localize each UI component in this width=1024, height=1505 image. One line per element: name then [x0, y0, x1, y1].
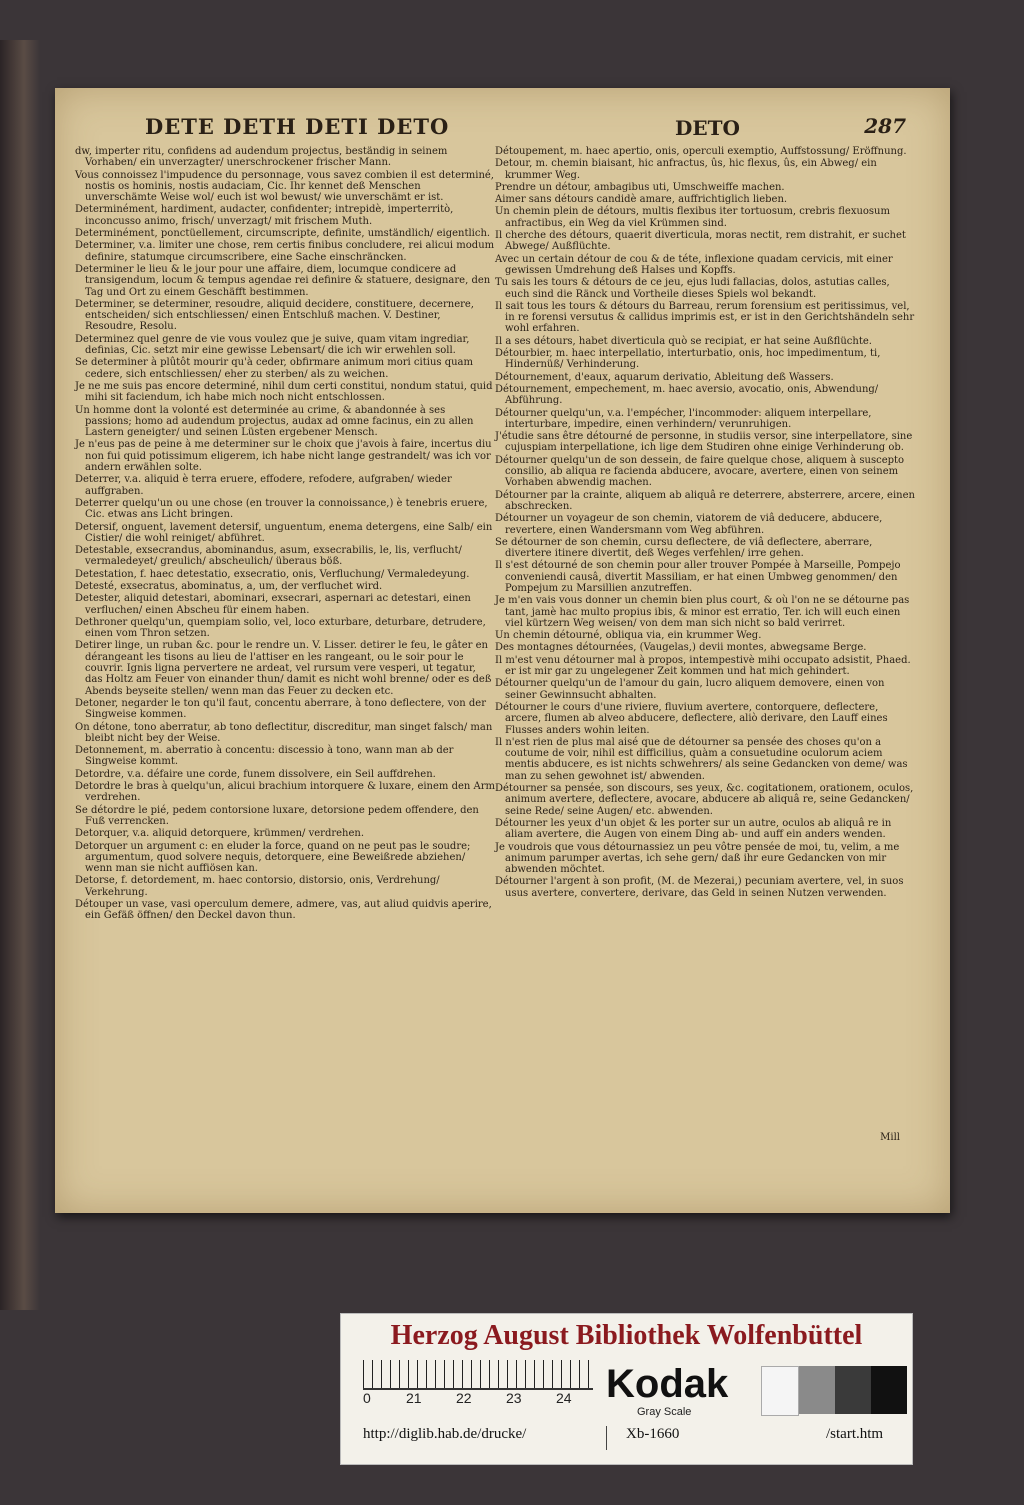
dictionary-entry: Determiner, se determiner, resoudre, aliquid decidere, constituere, decernere, entscheiden/ sich entschliessen/ einen Entschluß machen. V. Destiner, Resoudre, Resolu. — [75, 298, 474, 333]
dictionary-entry: Se détourner de son chemin, cursu deflectere, de viâ deflectere, aberrare, divertere itinere divertit, deß Weges verfehlen/ irre gehen. — [495, 536, 873, 560]
gray-scale-label: Gray Scale — [637, 1406, 692, 1418]
dictionary-entry: Il m'est venu détourner mal à propos, intempestivè mihi occupato adsistit, Phaed. er ist mir gar zu ungelegener Zeit kommen und hat mich gehindert. — [495, 654, 911, 678]
ruler-label: 21 — [406, 1390, 422, 1406]
dictionary-entry: Détourner quelqu'un, v.a. l'empécher, l'incommoder: aliquem interpellare, interturbare, impedire, einen verhindern/ verunruhigen. — [495, 407, 872, 430]
dictionary-entry: Detester, aliquid detestari, abominari, exsecrari, aspernari ac detestari, einen verfluchen/ einen Abscheu für einem haben. — [75, 593, 471, 616]
dictionary-entry: Un homme dont la volonté est determinée au crime, & abandonnée à ses passions; homo ad audendum projectus, audax ad omne facinus, ein zu allen Lastern geneigter/ und seinen Lüsten ergebener Mensch. — [75, 404, 474, 439]
dictionary-entry: Détourbier, m. haec interpellatio, interturbatio, onis, hoc impedimentum, ti, Hindernüß/ Verhinderung. — [495, 348, 881, 371]
shelfmark: Xb-1660 — [626, 1426, 680, 1442]
book-page — [55, 88, 950, 1213]
dictionary-entry: Determiner, v.a. limiter une chose, rem certis finibus concludere, rei alicui modum definire, statumque circumscribere, eine Sache einschräncken. — [75, 240, 495, 263]
dictionary-entry: Détoupement, m. haec apertio, onis, operculi exemptio, Auffstossung/ Eröffnung. — [495, 146, 907, 157]
dictionary-entry: Deterrer quelqu'un ou une chose (en trouver la connoissance,) è tenebris eruere, Cic. etwas ans Licht bringen. — [75, 497, 488, 521]
book-binding-edge — [0, 40, 40, 1310]
target-card — [340, 1313, 913, 1465]
dictionary-entry: Détournement, d'eaux, aquarum derivatio, Ableitung deß Wassers. — [495, 371, 834, 383]
dictionary-entry: Detesté, exsecratus, abominatus, a, um, der verfluchet wird. — [75, 580, 383, 592]
start-page: /start.htm — [826, 1426, 884, 1442]
catchword: Mill — [880, 1132, 900, 1143]
dictionary-entry: Detoner, negarder le ton qu'il faut, concentu aberrare, à tono deflectere, von der Singweise kommen. — [75, 697, 486, 721]
dictionary-entry: Determinément, hardiment, audacter, confidenter; intrepidè, imperterritò, inconcusso animo, frisch/ unverzagt/ mit frischem Muth. — [75, 204, 454, 227]
dictionary-entry: Détourner quelqu'un de son dessein, de faire quelque chose, aliquem à suscepto consilio, ab aliqua re facienda abducere, avocare, avertere, einen von seinem Vorhaben abwendig machen. — [495, 454, 905, 489]
kodak-logo: Kodak — [606, 1362, 729, 1406]
ruler-label: 0 — [363, 1390, 371, 1406]
dictionary-entry: Detordre, v.a. défaire une corde, funem dissolvere, ein Seil auffdrehen. — [75, 768, 436, 780]
dictionary-entry: On détone, tono aberratur, ab tono deflectitur, discreditur, man singet falsch/ man bleibt nicht bey der Weise. — [75, 721, 493, 744]
dictionary-entry: Détouper un vase, vasi operculum demere, admere, vas, aut aliud quidvis aperire, ein Gefäß öffnen/ den Deckel davon thun. — [75, 899, 492, 922]
ruler-label: 22 — [456, 1390, 472, 1406]
dictionary-entry: J'étudie sans être détourné de personne, in studiis versor, sine interpellatore, sine cujuspiam interpellatione, ich lige dem Studiren ohne einige Verhinderung ob. — [495, 431, 913, 454]
gray-patch-dark — [835, 1366, 871, 1414]
dictionary-entry: Détourner sa pensée, son discours, ses yeux, &c. cogitationem, orationem, oculos, animum avertere, deflectere, avocare, abducere ab aliquâ re, seine Gedancken/ seine Rede/ seine Augen/ etc. abwenden. — [495, 783, 914, 817]
dictionary-entry: Se détordre le pié, pedem contorsione luxare, detorsione pedem offendere, den Fuß verrencken. — [75, 804, 479, 827]
gray-patch-mid — [799, 1366, 835, 1414]
dictionary-entry: Il sait tous les tours & détours du Barreau, rerum forensium est peritissimus, vel, in re forensi versutus & callidus imprimis est, er ist in den Gerichtshändeln sehr wohl erfahren. — [495, 300, 915, 335]
dictionary-entry: Determiner le lieu & le jour pour une affaire, diem, locumque condicere ad transigendum, locum & tempus agendae rei definire & statuere, designare, den Tag und Ort zu einem Geschäfft bestimmen. — [75, 263, 491, 298]
dictionary-entry: Détournement, empechement, m. haec aversio, avocatio, onis, Abwendung/ Abführung. — [495, 383, 879, 407]
footer-divider — [606, 1426, 607, 1450]
header-left-guidewords: DETE DETH DETI DETO — [145, 114, 450, 139]
dictionary-entry: Il s'est détourné de son chemin pour aller trouver Pompée à Marseille, Pompejo conveniendi causâ, divertit Massiliam, er hat einen Umbweg genommen/ den Pompejum zu Marsillien anzutreffen. — [495, 560, 901, 594]
gray-patch-black — [871, 1366, 907, 1414]
dictionary-entry: Detestation, f. haec detestatio, exsecratio, onis, Verfluchung/ Vermaledeyung. — [75, 568, 470, 580]
dictionary-entry: Detonnement, m. aberratio à concentu: discessio à tono, wann man ab der Singweise kommt. — [75, 745, 454, 768]
dictionary-entry: Prendre un détour, ambagibus uti, Umschweiffe machen. — [495, 181, 785, 193]
header-right-guideword: DETO — [675, 116, 740, 140]
gray-patch-white — [761, 1366, 799, 1416]
dictionary-entry: Vous connoissez l'impudence du personnage, vous savez combien il est determiné, nostis os hominis, nostis audaciam, Cic. Ihr kennet deß Menschen unverschämte Weise wol/ euch ist wol bewust/ wie unverschämt er ist. — [75, 169, 494, 204]
dictionary-entry: Detorquer, v.a. aliquid detorquere, krümmen/ verdrehen. — [75, 828, 365, 840]
dictionary-entry: Il cherche des détours, quaerit diverticula, moras nectit, rem distrahit, er suchet Abwege/ Außflüchte. — [495, 230, 906, 253]
dictionary-entry: Aimer sans détours candidè amare, auffrichtiglich lieben. — [495, 194, 788, 206]
dictionary-entry: Un chemin plein de détours, multis flexibus iter tortuosum, crebris flexuosum anfractibus, ein Weg da viel Krümmen sind. — [495, 206, 890, 229]
dictionary-entry: Determinez quel genre de vie vous voulez que je suive, quam vitam ingrediar, definias, Cic. setzt mir eine gewisse Lebensart/ die ich wir erwehlen soll. — [75, 333, 470, 357]
page-header — [85, 114, 920, 144]
dictionary-entry: Se determiner à plûtôt mourir qu'à ceder, obfirmare animum mori citius quam cedere, sich entschliessen/ eher zu sterben/ als zu weichen. — [75, 357, 473, 380]
dictionary-entry: Detorquer un argument c: en eluder la force, quand on ne peut pas le soudre; argumentum, quod solvere nequis, detorquere, eine Beweißrede abziehen/ wenn man sie nicht auffiösen kan. — [75, 840, 471, 875]
dictionary-entry: Détourner un voyageur de son chemin, viatorem de viâ deducere, abducere, revertere, einen Wandersmann vom Weg abführen. — [495, 513, 883, 536]
dictionary-entry: dw, imperter ritu, confidens ad audendum projectus, beständig in seinem Vorhaben/ ein unverzagter/ unerschrockener frischer Mann. — [75, 146, 448, 169]
dictionary-entry: Tu sais les tours & détours de ce jeu, ejus ludi fallacias, dolos, astutias calles, euch sind die Ränck und Vortheile dieses Spiels wol bekandt. — [495, 277, 890, 300]
dictionary-entry: Detordre le bras à quelqu'un, alicui brachium intorquere & luxare, einem den Arm verdrehen. — [75, 781, 495, 804]
ruler-label: 23 — [506, 1390, 522, 1406]
institution-name: Herzog August Bibliothek Wolfenbüttel — [390, 1320, 863, 1351]
dictionary-entry: Avec un certain détour de cou & de téte, inflexione quadam cervicis, mit einer gewissen Umdrehung deß Halses und Kopffs. — [495, 253, 893, 276]
dictionary-entry: Détourner quelqu'un de l'amour du gain, lucro aliquem demovere, einen von seiner Gewinnsucht abhalten. — [495, 678, 885, 701]
dictionary-entry: Detersif, onguent, lavement detersif, unguentum, enema detergens, eine Salb/ ein Cistier/ die wohl reiniget/ abführet. — [75, 521, 493, 544]
library-url: http://diglib.hab.de/drucke/ — [363, 1426, 527, 1442]
dictionary-entry: Detirer linge, un ruban &c. pour le rendre un. V. Lisser. detirer le feu, le gâter en dérangeant les tisons au lieu de l'attiser en les rangeant, ou le soir pour le couvrir. Ignis ligna pervertere ne ardeat, vel rursum vere vesperi, ut tegatur, das Holtz am Feuer von einander thun/ damit es nicht wohl brenne/ oder es deß Abends beyseite stellen/ wenn man das Feuer zu decken etc. — [75, 640, 492, 697]
right-column — [495, 146, 915, 900]
dictionary-entry: Détourner le cours d'une riviere, fluvium avertere, contorquere, deflectere, arcere, flumen ab alveo abducere, deflectere, aliò derivare, den Lauff eines Flusses anders wohin leiten. — [495, 701, 888, 736]
left-column — [75, 146, 495, 923]
dictionary-entry: Détourner par la crainte, aliquem ab aliquâ re deterrere, absterrere, arcere, einen abschrecken. — [495, 489, 915, 512]
dictionary-entry: Détourner l'argent à son profit, (M. de Mezerai,) pecuniam avertere, vel, in suos usus avertere, convertere, derivare, das Geld in seinen Nutzen verwenden. — [495, 876, 904, 899]
dictionary-entry: Je n'eus pas de peine à me determiner sur le choix que j'avois à faire, incertus diu non fui quid potissimum eligerem, ich habe nicht lange gestrandelt/ was ich vor andern erwählen solte. — [75, 439, 492, 474]
dictionary-entry: Il n'est rien de plus mal aisé que de détourner sa pensée des choses qu'on a coutume de voir, nihil est difficilius, quàm a consuetudine oculorum aciem mentis abducere, es ist nichts schwehrers/ als seine Gedancken von deme/ was man zu sehen gewohnet ist/ abwenden. — [495, 736, 908, 782]
dictionary-entry: Determinément, ponctüellement, circumscripte, definite, umständlich/ eigentlich. — [75, 228, 491, 240]
dictionary-entry: Detour, m. chemin biaisant, hic anfractus, ûs, hic flexus, ûs, ein Abweg/ ein krummer Weg. — [495, 158, 877, 181]
dictionary-entry: Des montagnes détournées, (Vaugelas,) devii montes, abwegsame Berge. — [495, 642, 867, 654]
dictionary-entry: Je voudrois que vous détournassiez un peu vôtre pensée de moi, tu, velim, a me animum parumper avertas, ich sehe gern/ daß ihr eure Gedancken von mir abwenden möchtet. — [495, 841, 900, 876]
scale-ruler — [363, 1360, 593, 1390]
dictionary-entry: Je ne me suis pas encore determiné, nihil dum certi constitui, nondum statui, quid mihi sit faciendum, ich habe mich noch nicht entschlossen. — [75, 380, 493, 404]
dictionary-entry: Dethroner quelqu'un, quempiam solio, vel, loco exturbare, deturbare, detrudere, einen vom Thron setzen. — [75, 616, 486, 640]
dictionary-entry: Detorse, f. detordement, m. haec contorsio, distorsio, onis, Verdrehung/ Verkehrung. — [75, 875, 440, 898]
dictionary-entry: Je m'en vais vous donner un chemin bien plus court, & où l'on ne se détourne pas tant, jamè hac multo propius ibis, & minor est erratio, Ter. ich will euch einen viel kürtzern Weg weisen/ von dem man sich nicht so bald verirret. — [495, 595, 910, 629]
dictionary-entry: Deterrer, v.a. aliquid è terra eruere, effodere, refodere, aufgraben/ wieder auffgraben. — [75, 474, 452, 497]
dictionary-entry: Un chemin détourné, obliqua via, ein krummer Weg. — [495, 630, 762, 642]
dictionary-entry: Détourner les yeux d'un objet & les porter sur un autre, oculos ab aliquâ re in aliam avertere, die Augen von einem Ding ab- und auff ein anders wenden. — [495, 817, 892, 841]
dictionary-entry: Detestable, exsecrandus, abominandus, asum, exsecrabilis, le, lis, verflucht/ vermaledeyet/ greulich/ abscheulich/ überaus böß. — [75, 545, 462, 568]
page-number: 287 — [864, 114, 906, 138]
ruler-label: 24 — [556, 1390, 572, 1406]
dictionary-entry: Il a ses détours, habet diverticula quò se recipiat, er hat seine Außflüchte. — [495, 335, 872, 347]
